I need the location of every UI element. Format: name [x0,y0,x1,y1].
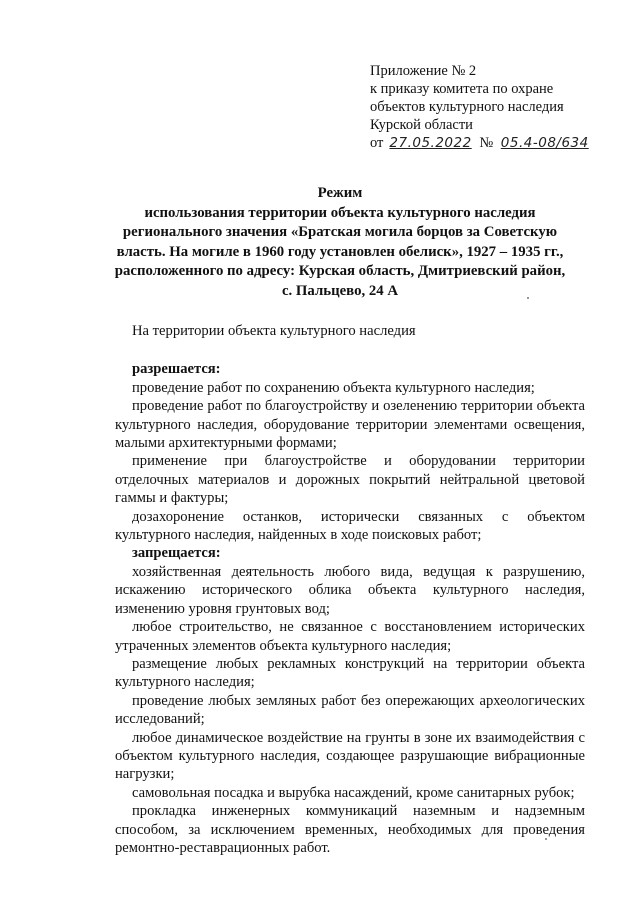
appendix-date-line [370,134,630,152]
title-line-5: расположенного по адресу: Курская область, Дмитриевский район, [114,263,566,279]
forbidden-item: самовольная посадка и вырубка насаждений, кроме санитарных рубок; [132,784,575,801]
forbidden-item: любое строительство, не связанное с восстановлением исторических утраченных элементов объекта культурного наследия; [115,619,585,654]
title-line-1: Режим [317,185,363,201]
forbidden-item: любое динамическое воздействие на грунты в зоне их взаимодействия с объектом культурного наследия, создающее разрушающие вибрационные нагрузки; [115,729,585,783]
allowed-item: применение при благоустройстве и оборудовании территории отделочных материалов и дорожных покрытий нейтральной цветовой гаммы и фактуры; [115,453,585,507]
appendix-line-2: к приказу комитета по охране [370,81,554,97]
allowed-item: дозахоронение останков, исторически связанных с объектом культурного наследия, найденных в ходе поисковых работ; [115,508,585,544]
handwritten-number: 05.4-08/634 [500,135,589,151]
title-line-3: регионального значения «Братская могила борцов за Советскую [122,224,558,240]
title-line-4: власть. На могиле в 1960 году установлен обелиск», 1927 – 1935 гг., [116,243,564,260]
document-title [100,184,580,301]
appendix-block [370,62,630,152]
scan-speck [545,838,547,840]
allowed-item: проведение работ по благоустройству и озеленению территории объекта культурного наследия, оборудование территории элементами освещения, малыми архитектурными формами; [115,398,585,452]
title-line-2: использования территории объекта культурного наследия [144,204,536,221]
appendix-line-1: Приложение № 2 [370,63,477,79]
intro-text: На территории объекта культурного наследия [132,323,416,339]
forbidden-item: проведение любых земляных работ без опережающих археологических исследований; [115,692,585,728]
handwritten-date: 27.05.2022 [389,135,472,151]
title-line-6: с. Пальцево, 24 А [281,282,399,299]
appendix-line-4: Курской области [370,117,473,133]
appendix-line-3: объектов культурного наследия [370,99,564,115]
from-prefix: от [370,135,384,151]
forbidden-item: размещение любых рекламных конструкций на территории объекта культурного наследия; [115,655,585,691]
number-prefix: № [479,135,494,151]
document-body [115,322,585,857]
forbidden-item: хозяйственная деятельность любого вида, ведущая к разрушению, искажению исторического облика объекта культурного наследия, изменению уровня грунтовых вод; [115,563,585,617]
allowed-item: проведение работ по сохранению объекта культурного наследия; [132,379,535,396]
allowed-heading: разрешается: [132,361,221,378]
scan-speck [527,297,529,299]
forbidden-heading: запрещается: [132,545,221,562]
forbidden-item: прокладка инженерных коммуникаций наземным и надземным способом, за исключением временных, необходимых для проведения ремонтно-реставрационных работ. [115,803,585,856]
